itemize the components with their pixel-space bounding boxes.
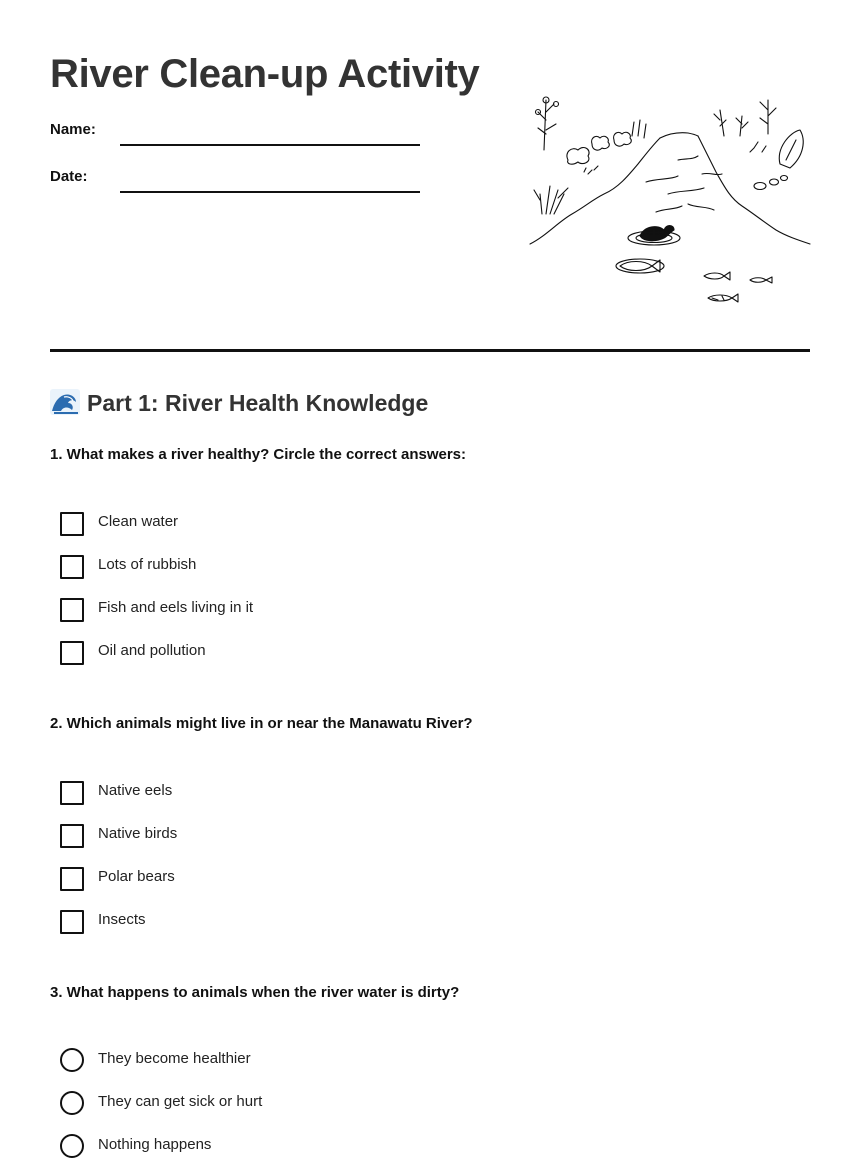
ocean-wave-icon <box>50 389 80 415</box>
question-2: 2. Which animals might live in or near the Manawatu River? <box>50 715 473 732</box>
checkbox[interactable] <box>60 641 84 665</box>
date-blank-line[interactable] <box>120 191 420 193</box>
option-label: Lots of rubbish <box>98 556 197 573</box>
option-insects[interactable] <box>60 908 560 951</box>
part1-heading <box>50 386 428 420</box>
option-label: Oil and pollution <box>98 642 206 659</box>
checkbox[interactable] <box>60 512 84 536</box>
checkbox[interactable] <box>60 781 84 805</box>
date-label: Date: <box>50 168 88 185</box>
radio-button[interactable] <box>60 1048 84 1072</box>
date-field <box>50 163 430 193</box>
question-3-options <box>60 1047 560 1176</box>
option-label: Clean water <box>98 513 179 530</box>
name-field <box>50 116 430 146</box>
checkbox[interactable] <box>60 555 84 579</box>
question-1-options <box>60 510 560 682</box>
option-native-birds[interactable] <box>60 822 560 865</box>
option-label: Insects <box>98 911 146 928</box>
option-label: They can get sick or hurt <box>98 1093 263 1110</box>
option-label: They become healthier <box>98 1050 251 1067</box>
option-fish-and-eels[interactable] <box>60 596 560 639</box>
option-clean-water[interactable] <box>60 510 560 553</box>
option-label: Fish and eels living in it <box>98 599 254 616</box>
option-lots-of-rubbish[interactable] <box>60 553 560 596</box>
part1-heading-text: Part 1: River Health Knowledge <box>87 390 429 416</box>
river-illustration <box>528 90 812 310</box>
question-3: 3. What happens to animals when the river water is dirty? <box>50 984 460 1001</box>
header-divider <box>50 349 810 352</box>
option-label: Native eels <box>98 782 173 799</box>
option-label: Polar bears <box>98 868 175 885</box>
question-2-options <box>60 779 560 951</box>
radio-button[interactable] <box>60 1091 84 1115</box>
option-label: Native birds <box>98 825 178 842</box>
page-title: River Clean-up Activity <box>50 52 480 96</box>
option-sick-or-hurt[interactable] <box>60 1090 560 1133</box>
question-1: 1. What makes a river healthy? Circle the correct answers: <box>50 446 467 463</box>
checkbox[interactable] <box>60 910 84 934</box>
name-label: Name: <box>50 121 96 138</box>
option-oil-and-pollution[interactable] <box>60 639 560 682</box>
checkbox[interactable] <box>60 598 84 622</box>
worksheet-page <box>50 0 810 1161</box>
radio-button[interactable] <box>60 1134 84 1158</box>
option-native-eels[interactable] <box>60 779 560 822</box>
option-nothing-happens[interactable] <box>60 1133 560 1176</box>
checkbox[interactable] <box>60 824 84 848</box>
checkbox[interactable] <box>60 867 84 891</box>
name-blank-line[interactable] <box>120 144 420 146</box>
option-become-healthier[interactable] <box>60 1047 560 1090</box>
option-label: Nothing happens <box>98 1136 212 1153</box>
option-polar-bears[interactable] <box>60 865 560 908</box>
